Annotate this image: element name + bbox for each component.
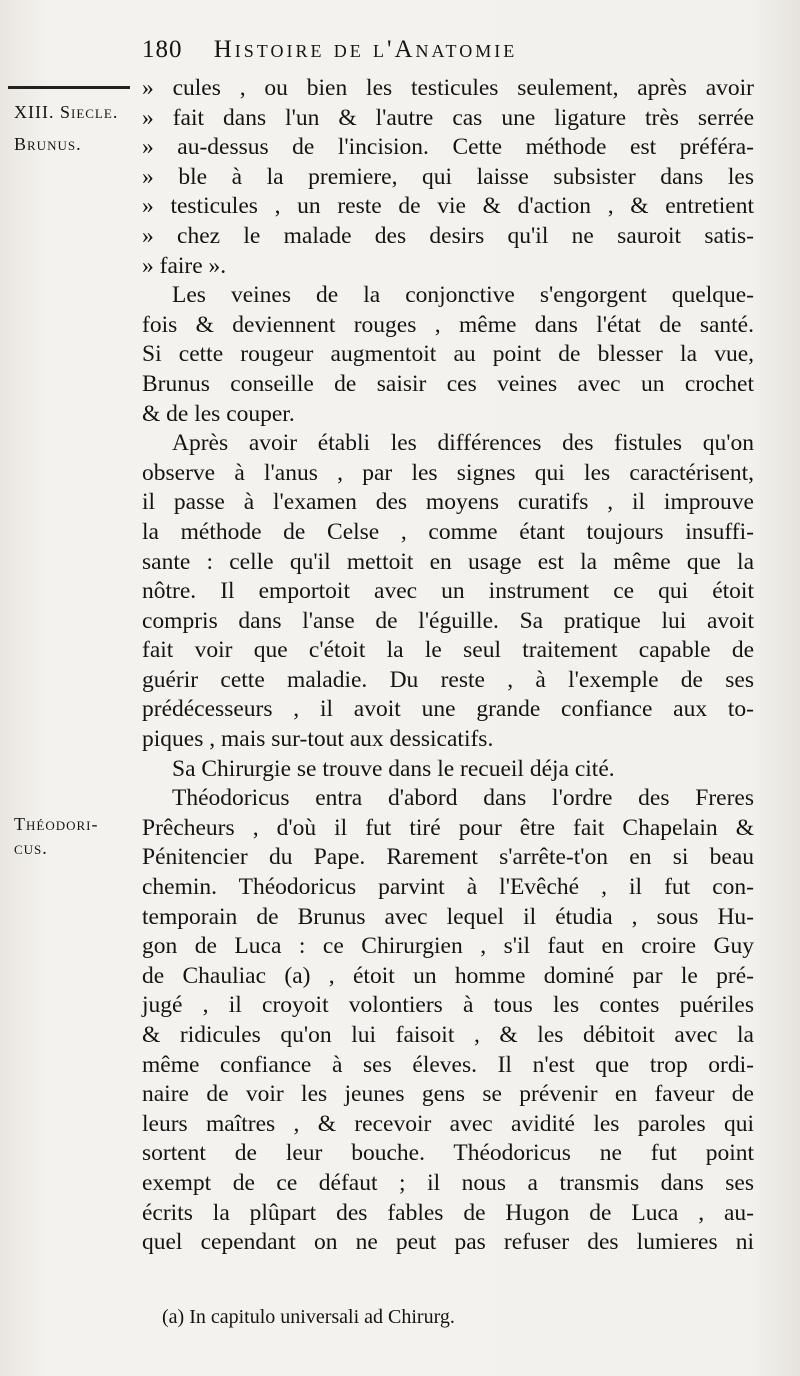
text-line: de Chauliac (a) , étoit un homme dominé par le pré-: [142, 962, 754, 989]
page-number: 180: [142, 36, 183, 63]
text-line: nôtre. Il emportoit avec un instrument ce qui étoit: [142, 578, 754, 605]
text-line: sante : celle qu'il mettoit en usage est la même que la: [142, 548, 754, 575]
text-line: compris dans l'anse de l'éguille. Sa pratique lui avoit: [142, 607, 754, 634]
text-line: » chez le malade des desirs qu'il ne sauroit satis-: [142, 222, 754, 249]
text-line: Après avoir établi les différences des fistules qu'on: [172, 430, 754, 457]
footnote: (a) In capitulo universali ad Chirurg.: [162, 1306, 455, 1328]
text-line: Prêcheurs , d'où il fut tiré pour être fait Chapelain &: [142, 814, 754, 841]
margin-rule: [8, 86, 130, 89]
text-line: & ridicules qu'on lui faisoit , & les débitoit avec la: [142, 1022, 754, 1048]
running-title: Histoire de l'Anatomie: [213, 36, 518, 63]
text-line: fait voir que c'étoit la le seul traitement capable de: [142, 637, 754, 664]
text-line: guérir cette maladie. Du reste , à l'exemple de ses: [142, 666, 754, 693]
text-line: » testicules , un reste de vie & d'action , & entretient: [142, 193, 754, 220]
text-line: la méthode de Celse , comme étant toujours insuffi-: [142, 518, 754, 545]
main-text: [142, 74, 754, 1258]
text-line: Si cette rougeur augmentoit au point de blesser la vue,: [142, 341, 754, 368]
text-line: Brunus conseille de saisir ces veines avec un crochet: [142, 370, 754, 397]
margin-note-theodoricus-1: Théodori-: [14, 814, 99, 834]
text-line: leurs maîtres , & recevoir avec avidité les paroles qui: [142, 1110, 754, 1137]
text-line: chemin. Théodoricus parvint à l'Evêché , il fut con-: [142, 874, 754, 901]
text-line: sortent de leur bouche. Théodoricus ne fut point: [142, 1140, 754, 1167]
text-line: » cules , ou bien les testicules seulement, après avoir: [142, 75, 754, 101]
text-line: Théodoricus entra d'abord dans l'ordre des Freres: [172, 785, 754, 812]
text-line: fois & deviennent rouges , même dans l'état de santé.: [142, 311, 754, 338]
text-line: jugé , il croyoit volontiers à tous les contes puériles: [142, 992, 754, 1019]
text-line: même confiance à ses éleves. Il n'est que trop ordi-: [142, 1051, 754, 1078]
text-line: il passe à l'examen des moyens curatifs , il improuve: [142, 489, 754, 516]
text-line: quel cependant on ne peut pas refuser des lumieres ni: [142, 1229, 754, 1256]
text-line: & de les couper.: [142, 400, 295, 427]
text-line: » faire ».: [142, 252, 227, 279]
margin-note-brunus: Brunus.: [14, 134, 82, 154]
text-line: » ble à la premiere, qui laisse subsister dans les: [142, 163, 754, 190]
text-line: temporain de Brunus avec lequel il étudia , sous Hu-: [142, 903, 754, 930]
running-header: [142, 36, 762, 64]
text-line: prédécesseurs , il avoit une grande confiance aux to-: [142, 696, 754, 723]
margin-note-century: XIII. Siecle.: [14, 102, 119, 122]
text-line: Les veines de la conjonctive s'engorgent quelque-: [172, 282, 754, 309]
text-line: gon de Luca : ce Chirurgien , s'il faut en croire Guy: [142, 933, 754, 960]
text-line: écrits la plûpart des fables de Hugon de Luca , au-: [142, 1199, 754, 1226]
text-line: piques , mais sur-tout aux dessicatifs.: [142, 726, 494, 753]
text-line: Sa Chirurgie se trouve dans le recueil déja cité.: [172, 755, 615, 782]
text-line: » au-dessus de l'incision. Cette méthode est préféra-: [142, 134, 754, 161]
text-line: » fait dans l'un & l'autre cas une ligature très serrée: [142, 104, 754, 131]
text-line: exempt de ce défaut ; il nous a transmis dans ses: [142, 1169, 754, 1196]
text-line: naire de voir les jeunes gens se prévenir en faveur de: [142, 1081, 754, 1108]
text-line: observe à l'anus , par les signes qui les caractérisent,: [142, 459, 754, 486]
text-line: Pénitencier du Pape. Rarement s'arrête-t'on en si beau: [142, 844, 754, 871]
margin-note-theodoricus-2: cus.: [14, 838, 48, 858]
